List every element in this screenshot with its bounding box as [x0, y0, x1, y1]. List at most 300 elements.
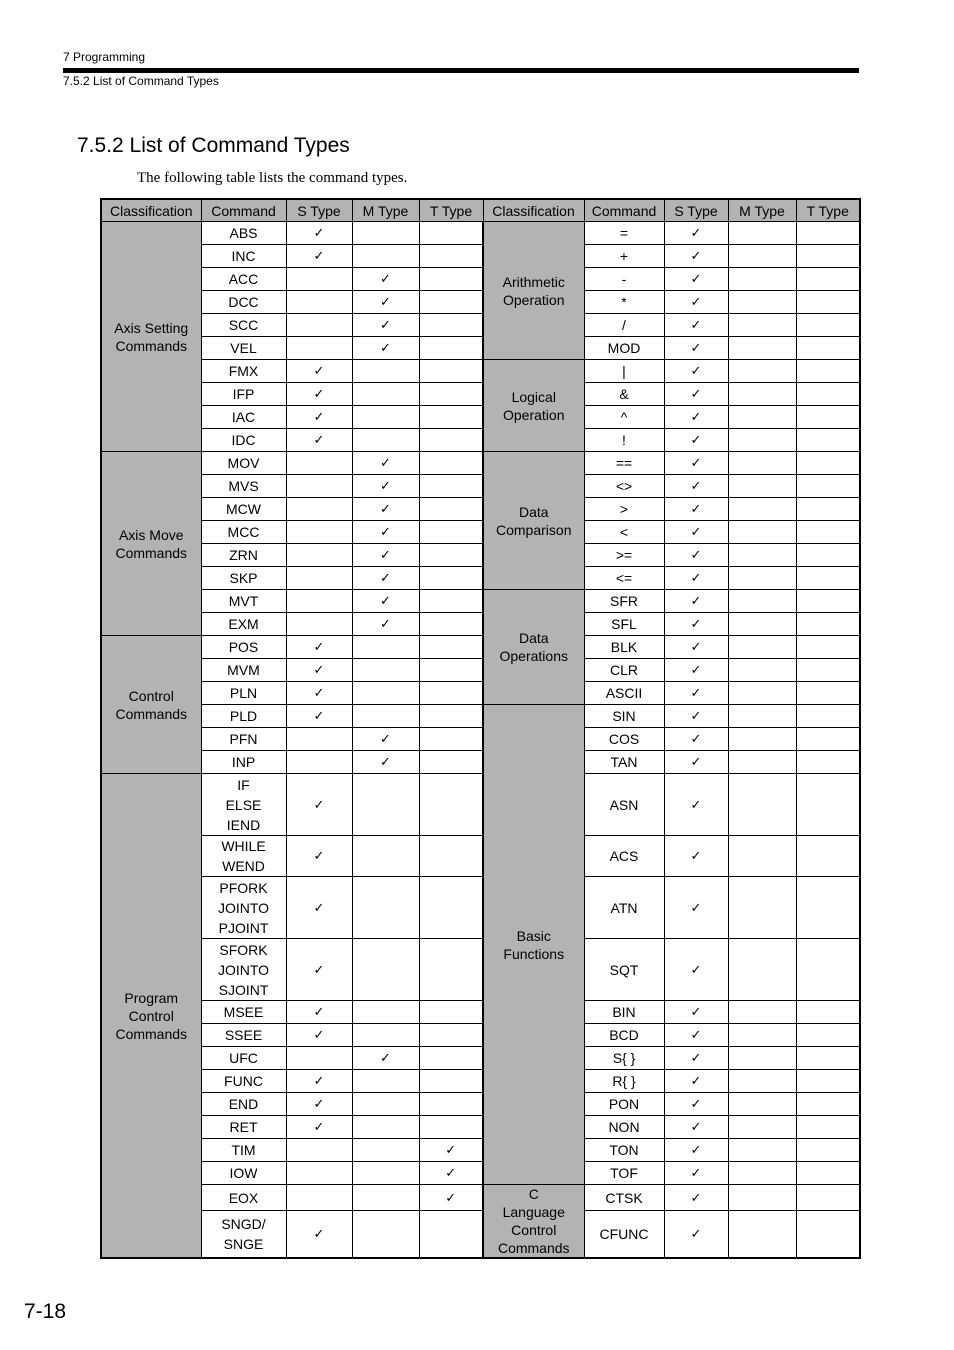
- check-mark-icon: ✓: [380, 1051, 391, 1066]
- s-type-cell: [286, 360, 352, 383]
- command-cell: PFN: [201, 728, 286, 751]
- check-mark-icon: ✓: [380, 571, 391, 586]
- check-mark-icon: ✓: [690, 571, 702, 586]
- s-type-cell: [286, 222, 352, 245]
- command-cell: PLN: [201, 682, 286, 705]
- header-s-type: S Type: [286, 199, 352, 222]
- table-row: [101, 383, 860, 406]
- check-mark-icon: ✓: [690, 1227, 702, 1243]
- s-type-cell: [664, 383, 728, 406]
- table-row: [101, 1139, 860, 1162]
- s-type-cell: [286, 1070, 352, 1093]
- m-type-cell: [352, 452, 419, 475]
- command-cell: FMX: [201, 360, 286, 383]
- t-type-cell: [796, 1116, 860, 1139]
- check-mark-icon: ✓: [313, 433, 325, 448]
- table-row: [101, 636, 860, 659]
- table-row: [101, 544, 860, 567]
- check-mark-icon: ✓: [690, 341, 702, 356]
- m-type-cell: [728, 836, 796, 877]
- check-mark-icon: ✓: [313, 1028, 325, 1043]
- header-t-type: T Type: [419, 199, 483, 222]
- s-type-cell: [286, 1047, 352, 1070]
- m-type-cell: [728, 1211, 796, 1258]
- command-cell: VEL: [201, 337, 286, 360]
- s-type-cell: [286, 567, 352, 590]
- s-type-cell: [286, 452, 352, 475]
- check-mark-icon: ✓: [313, 962, 325, 978]
- command-cell: S{ }: [584, 1047, 664, 1070]
- t-type-cell: [796, 498, 860, 521]
- s-type-cell: [664, 314, 728, 337]
- check-mark-icon: ✓: [313, 640, 325, 655]
- check-mark-icon: ✓: [445, 1190, 457, 1206]
- t-type-cell: [796, 429, 860, 452]
- m-type-cell: [728, 452, 796, 475]
- command-cell: MOD: [584, 337, 664, 360]
- check-mark-icon: ✓: [690, 548, 702, 563]
- t-type-cell: [419, 222, 483, 245]
- command-cell: R{ }: [584, 1070, 664, 1093]
- check-mark-icon: ✓: [313, 1120, 325, 1135]
- m-type-cell: [352, 590, 419, 613]
- t-type-cell: [419, 1047, 483, 1070]
- command-cell: !: [584, 429, 664, 452]
- page-number: 7-18: [24, 1300, 67, 1323]
- m-type-cell: [352, 498, 419, 521]
- table-row: [101, 1001, 860, 1024]
- check-mark-icon: ✓: [690, 962, 702, 978]
- t-type-cell: [796, 1139, 860, 1162]
- s-type-cell: [286, 836, 352, 877]
- s-type-cell: [286, 268, 352, 291]
- m-type-cell: [352, 544, 419, 567]
- command-cell: EOX: [201, 1185, 286, 1211]
- command-cell: >=: [584, 544, 664, 567]
- check-mark-icon: ✓: [313, 900, 325, 916]
- check-mark-icon: ✓: [380, 479, 391, 494]
- table-row: [101, 1116, 860, 1139]
- command-cell: MVT: [201, 590, 286, 613]
- t-type-cell: [796, 939, 860, 1001]
- command-cell: PLD: [201, 705, 286, 728]
- t-type-cell: [419, 521, 483, 544]
- check-mark-icon: ✓: [690, 663, 702, 678]
- check-mark-icon: ✓: [690, 410, 702, 425]
- t-type-cell: [796, 682, 860, 705]
- t-type-cell: [796, 383, 860, 406]
- command-cell: <=: [584, 567, 664, 590]
- table-row: [101, 939, 860, 1001]
- command-cell: IOW: [201, 1162, 286, 1185]
- s-type-cell: [664, 521, 728, 544]
- s-type-cell: [286, 383, 352, 406]
- t-type-cell: [796, 877, 860, 939]
- command-cell: ABS: [201, 222, 286, 245]
- check-mark-icon: ✓: [690, 433, 702, 448]
- t-type-cell: [796, 1211, 860, 1258]
- command-cell: FUNC: [201, 1070, 286, 1093]
- t-type-cell: [419, 475, 483, 498]
- m-type-cell: [728, 613, 796, 636]
- command-cell: /: [584, 314, 664, 337]
- check-mark-icon: ✓: [445, 1166, 457, 1181]
- m-type-cell: [352, 567, 419, 590]
- check-mark-icon: ✓: [313, 709, 325, 724]
- command-cell: ==: [584, 452, 664, 475]
- t-type-cell: [419, 406, 483, 429]
- command-cell: DCC: [201, 291, 286, 314]
- check-mark-icon: ✓: [313, 364, 325, 379]
- t-type-cell: [796, 406, 860, 429]
- t-type-cell: [796, 1070, 860, 1093]
- running-header-section: 7.5.2 List of Command Types: [63, 74, 219, 88]
- m-type-cell: [728, 1116, 796, 1139]
- running-header-chapter: 7 Programming: [63, 50, 146, 64]
- classification-cell: C Language Control Commands: [483, 1185, 584, 1259]
- command-cell: IFP: [201, 383, 286, 406]
- s-type-cell: [664, 245, 728, 268]
- header-s-type: S Type: [664, 199, 728, 222]
- check-mark-icon: ✓: [690, 502, 702, 517]
- command-cell: BCD: [584, 1024, 664, 1047]
- table-row: [101, 1211, 860, 1258]
- s-type-cell: [286, 1024, 352, 1047]
- m-type-cell: [352, 659, 419, 682]
- t-type-cell: [419, 682, 483, 705]
- check-mark-icon: ✓: [313, 1005, 325, 1020]
- s-type-cell: [664, 939, 728, 1001]
- t-type-cell: [796, 1024, 860, 1047]
- table-row: [101, 836, 860, 877]
- intro-text: The following table lists the command types.: [137, 170, 408, 186]
- command-cell: WHILE WEND: [201, 836, 286, 877]
- s-type-cell: [664, 751, 728, 774]
- m-type-cell: [728, 245, 796, 268]
- s-type-cell: [286, 406, 352, 429]
- t-type-cell: [419, 1116, 483, 1139]
- t-type-cell: [796, 659, 860, 682]
- command-cell: UFC: [201, 1047, 286, 1070]
- table-row: [101, 498, 860, 521]
- m-type-cell: [728, 939, 796, 1001]
- check-mark-icon: ✓: [380, 272, 391, 287]
- t-type-cell: [419, 636, 483, 659]
- command-cell: +: [584, 245, 664, 268]
- m-type-cell: [352, 222, 419, 245]
- command-cell: SFR: [584, 590, 664, 613]
- command-cell: COS: [584, 728, 664, 751]
- s-type-cell: [664, 613, 728, 636]
- t-type-cell: [419, 314, 483, 337]
- m-type-cell: [352, 836, 419, 877]
- command-cell: =: [584, 222, 664, 245]
- command-cell: PFORK JOINTO PJOINT: [201, 877, 286, 939]
- command-cell: MVM: [201, 659, 286, 682]
- command-cell: MOV: [201, 452, 286, 475]
- s-type-cell: [664, 659, 728, 682]
- m-type-cell: [728, 360, 796, 383]
- m-type-cell: [728, 544, 796, 567]
- command-cell: IAC: [201, 406, 286, 429]
- t-type-cell: [796, 590, 860, 613]
- s-type-cell: [664, 636, 728, 659]
- check-mark-icon: ✓: [690, 797, 702, 813]
- t-type-cell: [419, 659, 483, 682]
- command-cell: BLK: [584, 636, 664, 659]
- t-type-cell: [419, 1211, 483, 1258]
- m-type-cell: [728, 222, 796, 245]
- command-cell: *: [584, 291, 664, 314]
- t-type-cell: [796, 705, 860, 728]
- check-mark-icon: ✓: [690, 226, 702, 241]
- table-row: [101, 360, 860, 383]
- check-mark-icon: ✓: [690, 456, 702, 471]
- m-type-cell: [728, 383, 796, 406]
- check-mark-icon: ✓: [690, 1005, 702, 1020]
- check-mark-icon: ✓: [313, 849, 325, 864]
- t-type-cell: [419, 567, 483, 590]
- table-row: [101, 567, 860, 590]
- m-type-cell: [352, 613, 419, 636]
- m-type-cell: [352, 939, 419, 1001]
- table-row: [101, 774, 860, 836]
- command-cell: SIN: [584, 705, 664, 728]
- t-type-cell: [796, 521, 860, 544]
- command-cell: SCC: [201, 314, 286, 337]
- s-type-cell: [664, 498, 728, 521]
- t-type-cell: [419, 337, 483, 360]
- check-mark-icon: ✓: [380, 502, 391, 517]
- command-cell: ACS: [584, 836, 664, 877]
- s-type-cell: [664, 1162, 728, 1185]
- s-type-cell: [664, 268, 728, 291]
- header-classification: Classification: [483, 199, 584, 222]
- header-classification: Classification: [101, 199, 201, 222]
- s-type-cell: [286, 613, 352, 636]
- m-type-cell: [352, 1116, 419, 1139]
- t-type-cell: [419, 429, 483, 452]
- table-row: [101, 429, 860, 452]
- m-type-cell: [728, 705, 796, 728]
- check-mark-icon: ✓: [313, 410, 325, 425]
- table-row: [101, 682, 860, 705]
- command-cell: BIN: [584, 1001, 664, 1024]
- m-type-cell: [728, 636, 796, 659]
- command-cell: EXM: [201, 613, 286, 636]
- t-type-cell: [419, 590, 483, 613]
- t-type-cell: [796, 751, 860, 774]
- m-type-cell: [728, 567, 796, 590]
- command-types-table: [100, 198, 861, 1259]
- m-type-cell: [352, 636, 419, 659]
- command-cell: <: [584, 521, 664, 544]
- t-type-cell: [419, 1139, 483, 1162]
- s-type-cell: [664, 337, 728, 360]
- t-type-cell: [796, 567, 860, 590]
- command-cell: PON: [584, 1093, 664, 1116]
- header-command: Command: [201, 199, 286, 222]
- s-type-cell: [286, 337, 352, 360]
- check-mark-icon: ✓: [690, 640, 702, 655]
- command-cell: >: [584, 498, 664, 521]
- check-mark-icon: ✓: [690, 1190, 702, 1206]
- s-type-cell: [664, 475, 728, 498]
- command-cell: <>: [584, 475, 664, 498]
- command-cell: POS: [201, 636, 286, 659]
- command-cell: SQT: [584, 939, 664, 1001]
- command-cell: &: [584, 383, 664, 406]
- table-row: [101, 1162, 860, 1185]
- check-mark-icon: ✓: [690, 900, 702, 916]
- t-type-cell: [419, 291, 483, 314]
- s-type-cell: [286, 544, 352, 567]
- s-type-cell: [286, 682, 352, 705]
- m-type-cell: [728, 877, 796, 939]
- s-type-cell: [664, 682, 728, 705]
- s-type-cell: [664, 1116, 728, 1139]
- s-type-cell: [664, 222, 728, 245]
- t-type-cell: [796, 314, 860, 337]
- m-type-cell: [352, 360, 419, 383]
- m-type-cell: [728, 521, 796, 544]
- table-row: [101, 877, 860, 939]
- s-type-cell: [664, 291, 728, 314]
- m-type-cell: [728, 314, 796, 337]
- m-type-cell: [728, 1162, 796, 1185]
- table-row: [101, 705, 860, 728]
- command-cell: SSEE: [201, 1024, 286, 1047]
- command-cell: MSEE: [201, 1001, 286, 1024]
- table-header-row: [101, 199, 860, 222]
- m-type-cell: [728, 498, 796, 521]
- m-type-cell: [352, 1001, 419, 1024]
- check-mark-icon: ✓: [380, 318, 391, 333]
- m-type-cell: [352, 314, 419, 337]
- s-type-cell: [286, 659, 352, 682]
- table-row: [101, 728, 860, 751]
- check-mark-icon: ✓: [313, 1227, 325, 1243]
- t-type-cell: [419, 613, 483, 636]
- t-type-cell: [419, 705, 483, 728]
- m-type-cell: [352, 245, 419, 268]
- t-type-cell: [796, 728, 860, 751]
- table-row: [101, 452, 860, 475]
- t-type-cell: [419, 751, 483, 774]
- m-type-cell: [352, 337, 419, 360]
- table-row: [101, 751, 860, 774]
- m-type-cell: [352, 383, 419, 406]
- s-type-cell: [664, 1139, 728, 1162]
- check-mark-icon: ✓: [313, 387, 325, 402]
- s-type-cell: [664, 705, 728, 728]
- table-row: [101, 659, 860, 682]
- classification-cell: Logical Operation: [483, 360, 584, 452]
- check-mark-icon: ✓: [380, 548, 391, 563]
- check-mark-icon: ✓: [313, 1074, 325, 1089]
- s-type-cell: [286, 245, 352, 268]
- table-row: [101, 222, 860, 245]
- m-type-cell: [352, 728, 419, 751]
- command-cell: ASN: [584, 774, 664, 836]
- table-row: [101, 268, 860, 291]
- t-type-cell: [796, 268, 860, 291]
- table-row: [101, 590, 860, 613]
- check-mark-icon: ✓: [690, 1074, 702, 1089]
- s-type-cell: [286, 291, 352, 314]
- check-mark-icon: ✓: [313, 686, 325, 701]
- t-type-cell: [419, 1093, 483, 1116]
- s-type-cell: [664, 1093, 728, 1116]
- command-cell: SFORK JOINTO SJOINT: [201, 939, 286, 1001]
- check-mark-icon: ✓: [690, 1051, 702, 1066]
- m-type-cell: [352, 1162, 419, 1185]
- t-type-cell: [419, 452, 483, 475]
- table-row: [101, 613, 860, 636]
- m-type-cell: [728, 475, 796, 498]
- m-type-cell: [728, 774, 796, 836]
- check-mark-icon: ✓: [313, 797, 325, 813]
- command-cell: TIM: [201, 1139, 286, 1162]
- s-type-cell: [664, 452, 728, 475]
- s-type-cell: [664, 774, 728, 836]
- classification-cell: Arithmetic Operation: [483, 222, 584, 360]
- s-type-cell: [286, 521, 352, 544]
- s-type-cell: [286, 636, 352, 659]
- s-type-cell: [286, 429, 352, 452]
- m-type-cell: [352, 291, 419, 314]
- t-type-cell: [419, 498, 483, 521]
- t-type-cell: [419, 939, 483, 1001]
- check-mark-icon: ✓: [690, 295, 702, 310]
- check-mark-icon: ✓: [380, 594, 391, 609]
- t-type-cell: [796, 774, 860, 836]
- m-type-cell: [352, 705, 419, 728]
- table-body: [101, 222, 860, 1259]
- s-type-cell: [286, 774, 352, 836]
- check-mark-icon: ✓: [690, 1166, 702, 1181]
- check-mark-icon: ✓: [445, 1143, 457, 1158]
- command-cell: -: [584, 268, 664, 291]
- t-type-cell: [419, 1162, 483, 1185]
- check-mark-icon: ✓: [690, 1028, 702, 1043]
- command-cell: CFUNC: [584, 1211, 664, 1258]
- t-type-cell: [796, 475, 860, 498]
- t-type-cell: [796, 245, 860, 268]
- command-cell: TON: [584, 1139, 664, 1162]
- m-type-cell: [352, 1139, 419, 1162]
- command-cell: SNGD/ SNGE: [201, 1211, 286, 1258]
- t-type-cell: [796, 291, 860, 314]
- t-type-cell: [419, 383, 483, 406]
- m-type-cell: [352, 682, 419, 705]
- t-type-cell: [796, 636, 860, 659]
- command-cell: ACC: [201, 268, 286, 291]
- m-type-cell: [728, 291, 796, 314]
- m-type-cell: [728, 268, 796, 291]
- s-type-cell: [286, 1211, 352, 1258]
- t-type-cell: [796, 613, 860, 636]
- check-mark-icon: ✓: [313, 249, 325, 264]
- s-type-cell: [664, 877, 728, 939]
- check-mark-icon: ✓: [690, 709, 702, 724]
- check-mark-icon: ✓: [690, 732, 702, 747]
- check-mark-icon: ✓: [690, 387, 702, 402]
- command-cell: ASCII: [584, 682, 664, 705]
- t-type-cell: [796, 836, 860, 877]
- check-mark-icon: ✓: [690, 755, 702, 770]
- table-row: [101, 314, 860, 337]
